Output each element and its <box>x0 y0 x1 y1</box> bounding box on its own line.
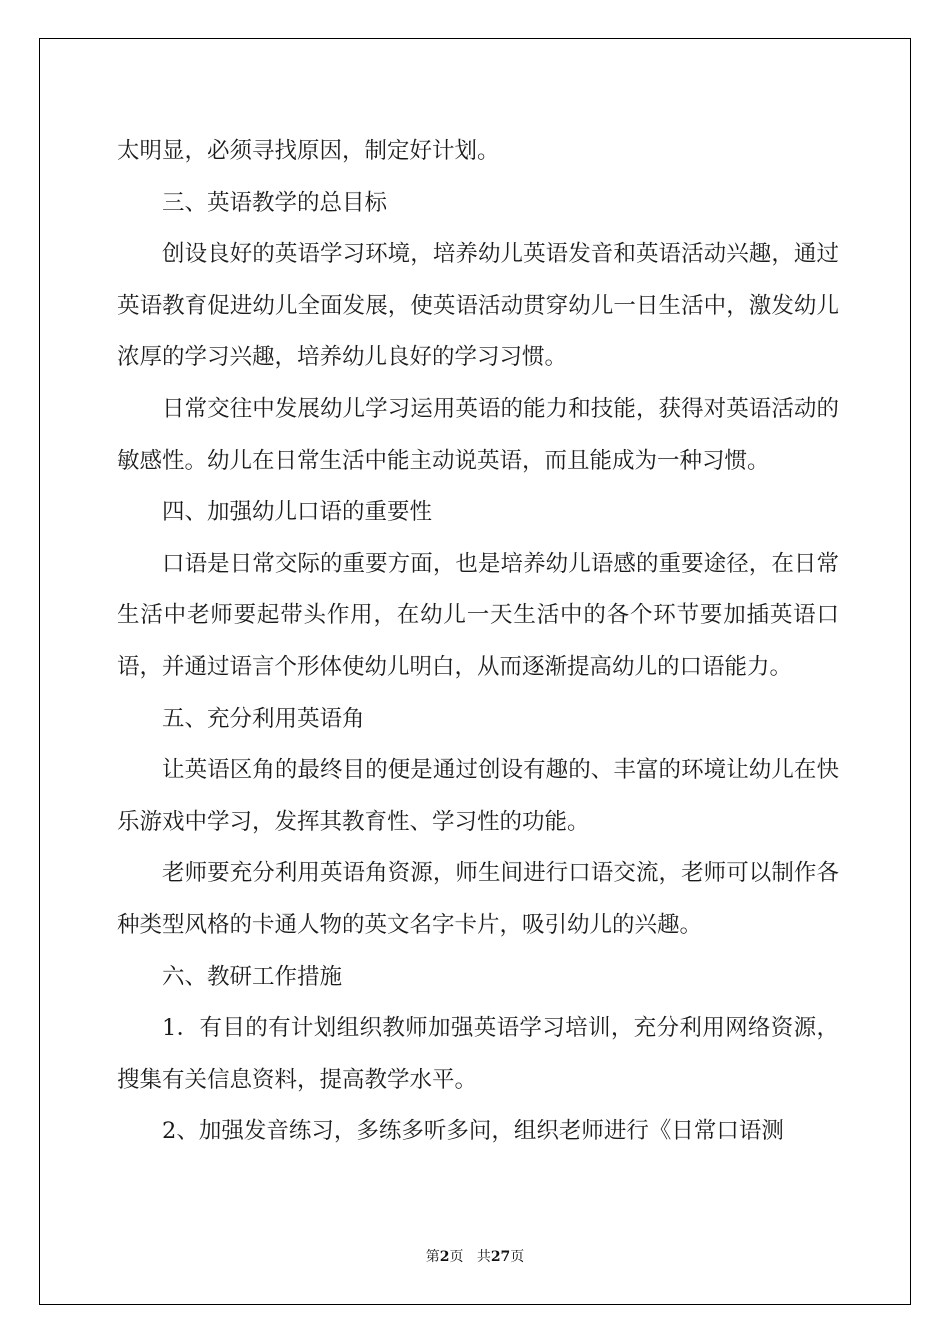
footer-page-number: 2 <box>439 1249 450 1265</box>
footer-total-prefix: 共 <box>476 1249 491 1265</box>
paragraph-1: 太明显，必须寻找原因，制定好计划。 <box>117 138 500 164</box>
heading-section-6: 六、教研工作措施 <box>162 963 343 990</box>
footer-total-suffix: 页 <box>510 1249 525 1265</box>
heading-section-5: 五、充分利用英语角 <box>162 705 365 732</box>
page-footer <box>0 1246 950 1266</box>
paragraph-12: 2、加强发音练习，多练多听多问，组织老师进行《日常口语测 <box>162 1118 784 1145</box>
paragraph-4: 日常交往中发展幼儿学习运用英语的能力和技能，获得对英语活动的敏感性。幼儿在日常生活中能主动说英语，而且能成为一种习惯。 <box>117 395 839 474</box>
footer-page-prefix: 第 <box>425 1249 440 1265</box>
paragraph-11: 1．有目的有计划组织教师加强英语学习培训，充分利用网络资源，搜集有关信息资料，提高教学水平。 <box>117 1015 839 1093</box>
document-body <box>117 126 839 1158</box>
heading-section-3: 三、英语教学的总目标 <box>162 189 388 216</box>
paragraph-3: 创设良好的英语学习环境，培养幼儿英语发音和英语活动兴趣，通过英语教育促进幼儿全面发展，使英语活动贯穿幼儿一日生活中，激发幼儿浓厚的学习兴趣，培养幼儿良好的学习习惯。 <box>117 241 839 371</box>
heading-section-4: 四、加强幼儿口语的重要性 <box>162 499 433 526</box>
paragraph-9: 老师要充分利用英语角资源，师生间进行口语交流，老师可以制作各种类型风格的卡通人物的英文名字卡片，吸引幼儿的兴趣。 <box>117 860 839 938</box>
paragraph-6: 口语是日常交际的重要方面，也是培养幼儿语感的重要途径，在日常生活中老师要起带头作用，在幼儿一天生活中的各个环节要加插英语口语，并通过语言个形体使幼儿明白，从而逐渐提高幼儿的口语能力。 <box>117 550 839 680</box>
footer-page-suffix: 页 <box>449 1249 464 1265</box>
footer-total-pages: 27 <box>490 1249 511 1265</box>
paragraph-8: 让英语区角的最终目的便是通过创设有趣的、丰富的环境让幼儿在快乐游戏中学习，发挥其教育性、学习性的功能。 <box>117 757 839 835</box>
